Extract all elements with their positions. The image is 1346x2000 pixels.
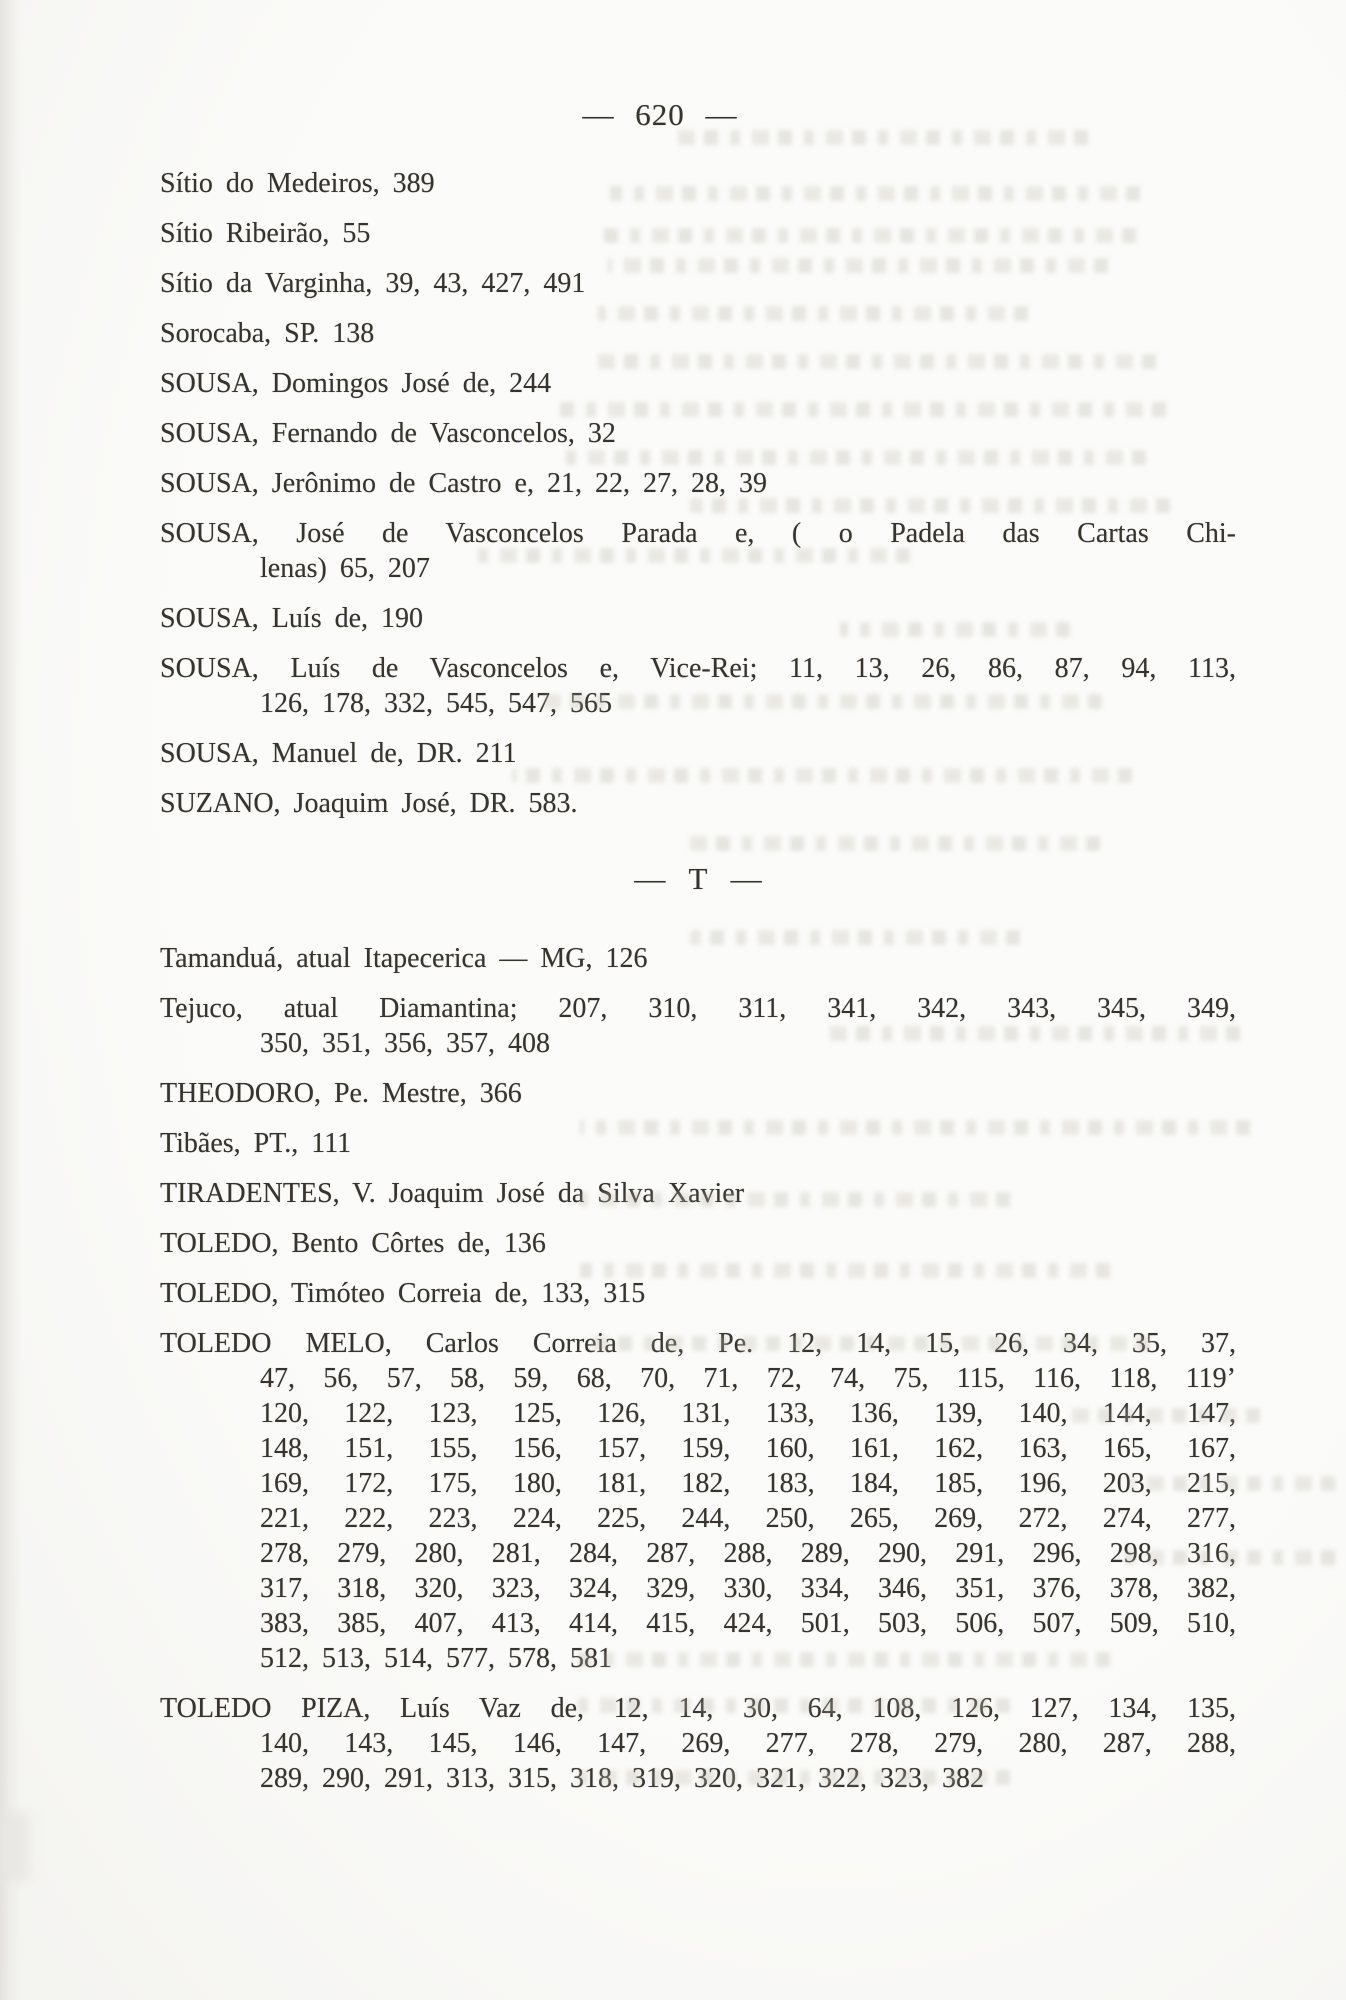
entry-first-line: TOLEDO, Bento Côrtes de, 136 bbox=[160, 1228, 546, 1259]
index-entry bbox=[160, 1176, 1236, 1211]
entry-first-line: SOUSA, Domingos José de, 244 bbox=[160, 368, 552, 399]
entry-first-line: SOUSA, José de Vasconcelos Parada e, ( o Padela das Cartas Chi- bbox=[160, 518, 1236, 549]
entry-first-line: Tibães, PT., 111 bbox=[160, 1128, 352, 1159]
entry-first-line: SOUSA, Luís de, 190 bbox=[160, 603, 424, 634]
entry-first-line: Sítio do Medeiros, 389 bbox=[160, 168, 435, 199]
entry-continuation-line: lenas) 65, 207 bbox=[260, 553, 430, 584]
index-entry bbox=[160, 941, 1236, 976]
entry-continuation-line: 126, 178, 332, 545, 547, 565 bbox=[260, 688, 612, 719]
index-entry bbox=[160, 736, 1236, 771]
entry-continuation-line: 317, 318, 320, 323, 324, 329, 330, 334, 346, 351, 376, 378, 382, bbox=[260, 1573, 1236, 1604]
entry-first-line: SOUSA, Luís de Vasconcelos e, Vice-Rei; 11, 13, 26, 86, 87, 94, 113, bbox=[160, 653, 1236, 684]
index-entry bbox=[160, 316, 1236, 351]
entry-first-line: SUZANO, Joaquim José, DR. 583. bbox=[160, 788, 578, 819]
index-entry bbox=[160, 1276, 1236, 1311]
entry-first-line: Sítio Ribeirão, 55 bbox=[160, 218, 371, 249]
entry-first-line: Tamanduá, atual Itapecerica — MG, 126 bbox=[160, 943, 648, 974]
scan-gutter-edge bbox=[0, 0, 22, 2000]
index-entry bbox=[160, 786, 1236, 821]
index-entry bbox=[160, 416, 1236, 451]
index-entry bbox=[160, 651, 1236, 721]
entry-continuation-line: 47, 56, 57, 58, 59, 68, 70, 71, 72, 74, 75, 115, 116, 118, 119’ bbox=[260, 1363, 1236, 1394]
index-entry bbox=[160, 1126, 1236, 1161]
entry-continuation-line: 383, 385, 407, 413, 414, 415, 424, 501, 503, 506, 507, 509, 510, bbox=[260, 1608, 1236, 1639]
entry-continuation-line: 289, 290, 291, 313, 315, 318, 319, 320, 321, 322, 323, 382 bbox=[260, 1763, 984, 1794]
index-entry bbox=[160, 366, 1236, 401]
entry-first-line: Sítio da Varginha, 39, 43, 427, 491 bbox=[160, 268, 586, 299]
entry-first-line: SOUSA, Manuel de, DR. 211 bbox=[160, 738, 517, 769]
entry-first-line: Tejuco, atual Diamantina; 207, 310, 311, 341, 342, 343, 345, 349, bbox=[160, 993, 1236, 1024]
index-sections bbox=[160, 166, 1236, 1811]
index-entry bbox=[160, 216, 1236, 251]
index-entry bbox=[160, 601, 1236, 636]
index-entry bbox=[160, 466, 1236, 501]
entry-first-line: TOLEDO MELO, Carlos Correia de, Pe. 12, 14, 15, 26, 34, 35, 37, bbox=[160, 1328, 1236, 1359]
index-entry bbox=[160, 991, 1236, 1061]
entry-first-line: THEODORO, Pe. Mestre, 366 bbox=[160, 1078, 522, 1109]
section-divider-T: — T — bbox=[634, 861, 762, 896]
entry-continuation-line: 169, 172, 175, 180, 181, 182, 183, 184, 185, 196, 203, 215, bbox=[260, 1468, 1236, 1499]
index-entry bbox=[160, 1691, 1236, 1796]
entry-first-line: TIRADENTES, V. Joaquim José da Silva Xavier bbox=[160, 1178, 745, 1209]
entry-continuation-line: 120, 122, 123, 125, 126, 131, 133, 136, 139, 140, 144, 147, bbox=[260, 1398, 1236, 1429]
entry-continuation-line: 221, 222, 223, 224, 225, 244, 250, 265, 269, 272, 274, 277, bbox=[260, 1503, 1236, 1534]
entry-first-line: SOUSA, Fernando de Vasconcelos, 32 bbox=[160, 418, 616, 449]
index-entry bbox=[160, 1226, 1236, 1261]
entry-continuation-line: 278, 279, 280, 281, 284, 287, 288, 289, 290, 291, 296, 298, 316, bbox=[260, 1538, 1236, 1569]
index-entry bbox=[160, 166, 1236, 201]
entry-first-line: TOLEDO, Timóteo Correia de, 133, 315 bbox=[160, 1278, 646, 1309]
entry-continuation-line: 148, 151, 155, 156, 157, 159, 160, 161, 162, 163, 165, 167, bbox=[260, 1433, 1236, 1464]
index-entry bbox=[160, 1076, 1236, 1111]
index-entry bbox=[160, 266, 1236, 301]
entry-continuation-line: 350, 351, 356, 357, 408 bbox=[260, 1028, 550, 1059]
index-entry bbox=[160, 1326, 1236, 1676]
entry-continuation-line: 140, 143, 145, 146, 147, 269, 277, 278, 279, 280, 287, 288, bbox=[260, 1728, 1236, 1759]
scan-gutter-shadow bbox=[0, 1812, 30, 1882]
page-number: — 620 — bbox=[582, 97, 738, 132]
index-entry bbox=[160, 516, 1236, 586]
entry-first-line: Sorocaba, SP. 138 bbox=[160, 318, 375, 349]
entry-continuation-line: 512, 513, 514, 577, 578, 581 bbox=[260, 1643, 612, 1674]
entry-first-line: TOLEDO PIZA, Luís Vaz de, 12, 14, 30, 64, 108, 126, 127, 134, 135, bbox=[160, 1693, 1236, 1724]
entry-first-line: SOUSA, Jerônimo de Castro e, 21, 22, 27, 28, 39 bbox=[160, 468, 767, 499]
